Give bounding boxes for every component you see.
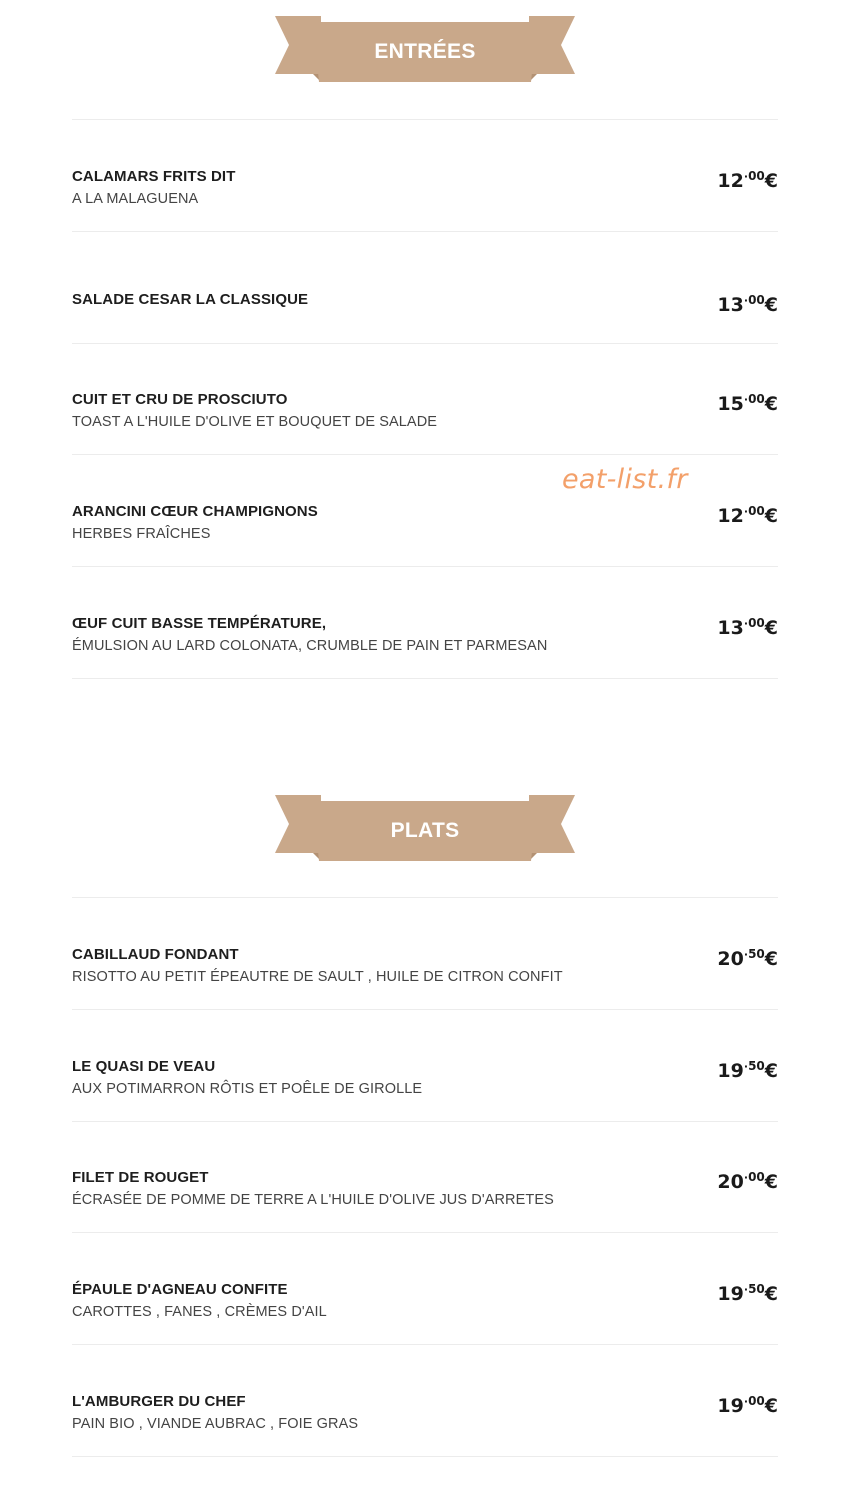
price-decimal: 00 <box>748 504 765 519</box>
divider <box>72 1456 778 1457</box>
menu-item <box>72 343 778 454</box>
price-currency: € <box>764 393 778 416</box>
price-separator: · <box>743 1171 749 1185</box>
menu-item-price <box>717 1059 778 1082</box>
menu-item-price <box>717 1170 778 1193</box>
price-separator: · <box>743 393 749 407</box>
section-banner <box>275 795 575 867</box>
price-integer: 15 <box>717 393 744 416</box>
price-currency: € <box>764 505 778 528</box>
price-decimal: 50 <box>748 1282 765 1297</box>
menu-item <box>72 1345 778 1456</box>
menu-item-name: FILET DE ROUGET <box>72 1169 209 1187</box>
menu-item-price <box>717 504 778 527</box>
price-decimal: 00 <box>748 615 765 630</box>
menu-item <box>72 1233 778 1344</box>
price-currency: € <box>764 1059 778 1082</box>
section-banner <box>275 16 575 88</box>
menu-item <box>72 898 778 1009</box>
section-title: PLATS <box>390 819 460 842</box>
divider <box>72 678 778 679</box>
menu-item-name: SALADE CESAR LA CLASSIQUE <box>72 290 309 308</box>
menu-item-name: CABILLAUD FONDANT <box>72 946 239 963</box>
menu-item-name: L'AMBURGER DU CHEF <box>72 1392 246 1410</box>
menu-item-price <box>717 169 778 192</box>
menu-item-description: CAROTTES , FANES , CRÈMES D'AIL <box>72 1304 327 1321</box>
price-integer: 19 <box>717 1059 744 1082</box>
price-integer: 13 <box>717 293 744 316</box>
price-separator: · <box>743 948 749 961</box>
price-integer: 13 <box>717 616 744 639</box>
menu-item <box>72 232 778 343</box>
menu-item-price <box>717 947 778 970</box>
section-title: ENTRÉES <box>374 40 476 63</box>
price-integer: 19 <box>717 1394 744 1417</box>
price-separator: · <box>743 170 749 183</box>
menu-item <box>72 1010 778 1121</box>
menu-item-price <box>717 392 778 415</box>
menu-item-description: HERBES FRAÎCHES <box>72 526 211 543</box>
price-currency: € <box>764 1171 778 1194</box>
price-currency: € <box>764 1394 778 1417</box>
price-integer: 20 <box>717 1171 744 1194</box>
menu-item-name: CUIT ET CRU DE PROSCIUTO <box>72 391 288 409</box>
menu-item-name: ŒUF CUIT BASSE TEMPÉRATURE, <box>72 614 327 632</box>
price-currency: € <box>764 293 778 316</box>
price-currency: € <box>764 948 778 970</box>
price-separator: · <box>743 616 749 630</box>
price-integer: 19 <box>717 1283 744 1306</box>
price-currency: € <box>764 616 778 639</box>
price-currency: € <box>764 1283 778 1306</box>
price-decimal: 00 <box>748 1393 765 1408</box>
price-integer: 20 <box>717 948 744 970</box>
price-decimal: 00 <box>748 169 765 183</box>
menu-item-name: ÉPAULE D'AGNEAU CONFITE <box>72 1281 288 1299</box>
price-separator: · <box>743 1059 749 1073</box>
price-decimal: 00 <box>748 1170 765 1185</box>
price-decimal: 00 <box>748 392 765 407</box>
price-decimal: 00 <box>748 292 765 307</box>
watermark: eat-list.fr <box>562 464 688 495</box>
menu-item-price <box>717 1394 778 1417</box>
price-separator: · <box>743 1283 749 1297</box>
menu-item-description: PAIN BIO , VIANDE AUBRAC , FOIE GRAS <box>72 1415 359 1432</box>
menu-item <box>72 567 778 678</box>
price-decimal: 50 <box>748 947 765 961</box>
price-separator: · <box>743 505 749 519</box>
menu-item-name: ARANCINI CŒUR CHAMPIGNONS <box>72 503 318 521</box>
menu-item-description: A LA MALAGUENA <box>72 191 199 207</box>
menu-item-name: CALAMARS FRITS DIT <box>72 168 236 185</box>
price-decimal: 50 <box>748 1058 765 1073</box>
price-currency: € <box>764 170 778 192</box>
menu-item-price <box>717 1282 778 1305</box>
menu-item-description: TOAST A L'HUILE D'OLIVE ET BOUQUET DE SALADE <box>72 414 438 431</box>
price-separator: · <box>743 1394 749 1408</box>
price-integer: 12 <box>717 170 744 192</box>
price-separator: · <box>743 293 749 307</box>
menu-item-description: AUX POTIMARRON RÔTIS ET POÊLE DE GIROLLE <box>72 1080 423 1097</box>
menu-item-name: LE QUASI DE VEAU <box>72 1057 216 1075</box>
menu-item-price <box>717 616 778 639</box>
menu-item <box>72 1121 778 1232</box>
menu-item <box>72 120 778 231</box>
menu-item-price <box>717 293 778 316</box>
price-integer: 12 <box>717 505 744 528</box>
menu-item-description: ÉMULSION AU LARD COLONATA, CRUMBLE DE PAIN ET PARMESAN <box>72 637 548 654</box>
menu-item-description: RISOTTO AU PETIT ÉPEAUTRE DE SAULT , HUILE DE CITRON CONFIT <box>72 969 563 985</box>
menu-item-description: ÉCRASÉE DE POMME DE TERRE A L'HUILE D'OLIVE JUS D'ARRETES <box>72 1192 554 1209</box>
